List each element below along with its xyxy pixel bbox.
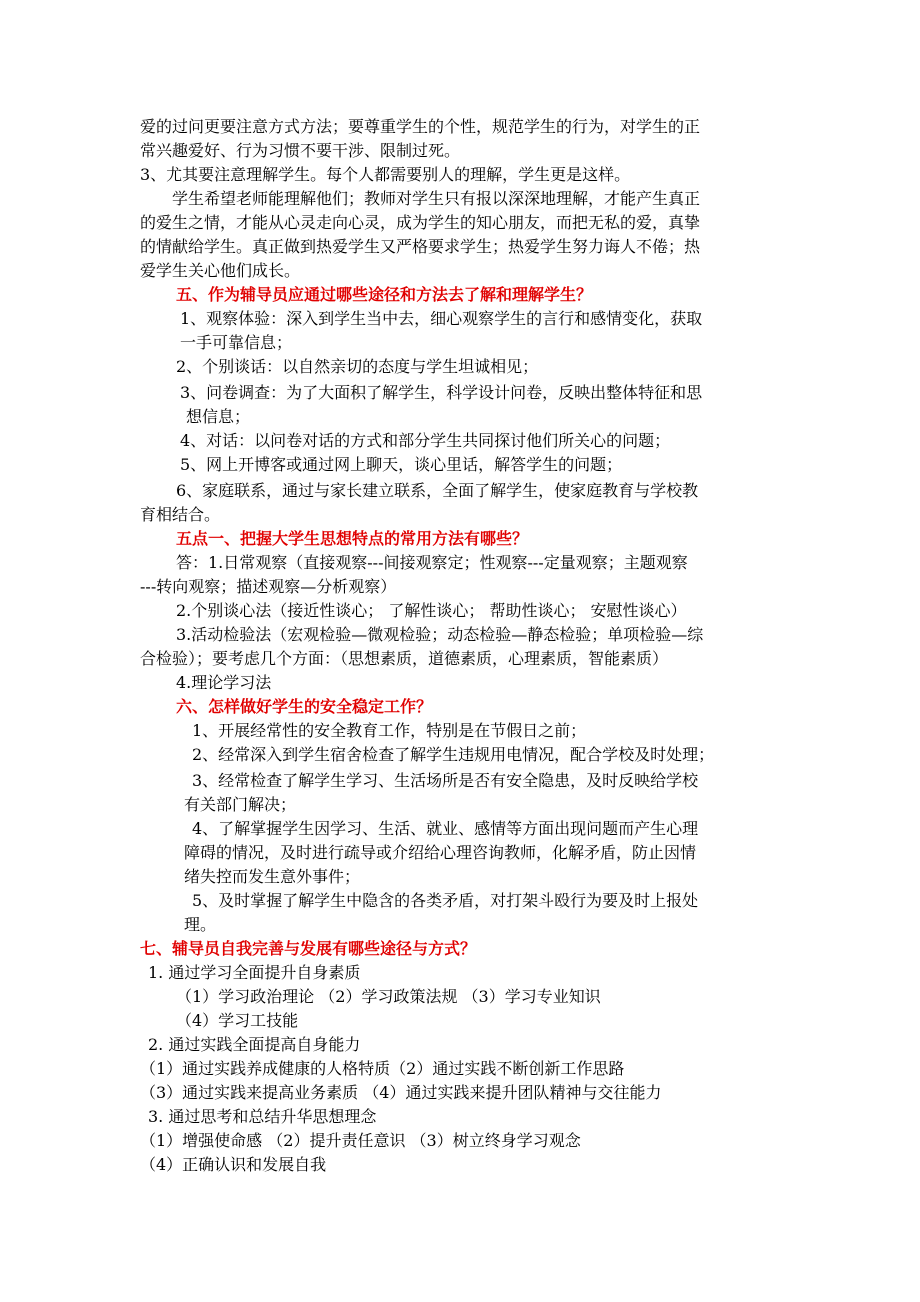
section-heading: 五点一、把握大学生思想特点的常用方法有哪些？ xyxy=(176,529,529,548)
text-line: 常兴趣爱好、行为习惯不要干涉、限制过死。 xyxy=(140,141,461,160)
text-line: （1）通过实践养成健康的人格特质（2）通过实践不断创新工作思路 xyxy=(140,1059,625,1078)
text-line: 的情献给学生。真正做到热爱学生又严格要求学生；热爱学生努力诲人不倦；热 xyxy=(140,237,701,256)
text-line: 1、开展经常性的安全教育工作，特别是在节假日之前； xyxy=(192,721,587,740)
text-line: 的爱生之情，才能从心灵走向心灵，成为学生的知心朋友，而把无私的爱，真挚 xyxy=(140,213,701,232)
section-heading: 五、作为辅导员应通过哪些途径和方法去了解和理解学生？ xyxy=(176,285,593,304)
text-line: 3、问卷调查：为了大面积了解学生，科学设计问卷，反映出整体特征和思 xyxy=(180,383,703,402)
text-line: 学生希望老师能理解他们；教师对学生只有报以深深地理解，才能产生真正 xyxy=(172,189,701,208)
text-line: 2、经常深入到学生宿舍检查了解学生违规用电情况，配合学校及时处理； xyxy=(192,745,715,764)
text-line: 6、家庭联系，通过与家长建立联系，全面了解学生，使家庭教育与学校教 xyxy=(176,481,699,500)
text-line: 爱的过问更要注意方式方法；要尊重学生的个性，规范学生的行为，对学生的正 xyxy=(140,117,701,136)
text-line: 一手可靠信息； xyxy=(180,333,293,352)
text-line: 育相结合。 xyxy=(140,505,221,524)
text-line: 3. 通过思考和总结升华思想理念 xyxy=(148,1107,377,1126)
text-line: （4）学习工技能 xyxy=(176,1011,299,1030)
text-line: 爱学生关心他们成长。 xyxy=(140,261,301,280)
text-line: 2.个别谈心法（接近性谈心； 了解性谈心； 帮助性谈心； 安慰性谈心） xyxy=(176,601,687,620)
text-line: 障碍的情况，及时进行疏导或介绍给心理咨询教师，化解矛盾，防止因情 xyxy=(184,843,697,862)
text-line: 2、个别谈话：以自然亲切的态度与学生坦诚相见； xyxy=(176,357,539,376)
text-line: 5、网上开博客或通过网上聊天，谈心里话，解答学生的问题； xyxy=(180,455,623,474)
text-line: （4）正确认识和发展自我 xyxy=(140,1155,327,1174)
text-line: 3.活动检验法（宏观检验—微观检验；动态检验—静态检验；单项检验—综 xyxy=(176,625,704,644)
text-line: 3、尤其要注意理解学生。每个人都需要别人的理解，学生更是这样。 xyxy=(140,165,631,184)
text-line: 答：1.日常观察（直接观察---间接观察定；性观察---定量观察；主题观察 xyxy=(176,553,688,572)
text-line: 合检验）；要考虑几个方面：（思想素质，道德素质，心理素质，智能素质） xyxy=(140,649,669,668)
section-heading: 七、辅导员自我完善与发展有哪些途径与方式？ xyxy=(140,939,477,958)
text-line: （1）增强使命感 （2）提升责任意识 （3）树立终身学习观念 xyxy=(140,1131,581,1150)
text-line: ---转向观察；描述观察—分析观察） xyxy=(140,577,397,596)
text-line: 5、及时掌握了解学生中隐含的各类矛盾，对打架斗殴行为要及时上报处 xyxy=(192,891,699,910)
text-line: 有关部门解决； xyxy=(184,795,297,814)
text-line: （1）学习政治理论 （2）学习政策法规 （3）学习专业知识 xyxy=(176,987,601,1006)
text-line: 3、经常检查了解学生学习、生活场所是否有安全隐患，及时反映给学校 xyxy=(192,771,699,790)
text-line: 4、了解掌握学生因学习、生活、就业、感情等方面出现问题而产生心理 xyxy=(192,819,699,838)
text-line: 绪失控而发生意外事件； xyxy=(184,867,361,886)
text-line: 2. 通过实践全面提高自身能力 xyxy=(148,1035,361,1054)
text-line: 4、对话：以问卷对话的方式和部分学生共同探讨他们所关心的问题； xyxy=(180,431,671,450)
text-line: 1. 通过学习全面提升自身素质 xyxy=(148,963,361,982)
text-line: （3）通过实践来提高业务素质 （4）通过实践来提升团队精神与交往能力 xyxy=(140,1083,662,1102)
text-line: 4.理论学习法 xyxy=(176,673,272,692)
text-line: 理。 xyxy=(184,915,217,934)
section-heading: 六、怎样做好学生的安全稳定工作？ xyxy=(176,697,433,716)
text-line: 1、观察体验：深入到学生当中去，细心观察学生的言行和感情变化，获取 xyxy=(180,309,703,328)
text-line: 想信息； xyxy=(186,407,251,426)
